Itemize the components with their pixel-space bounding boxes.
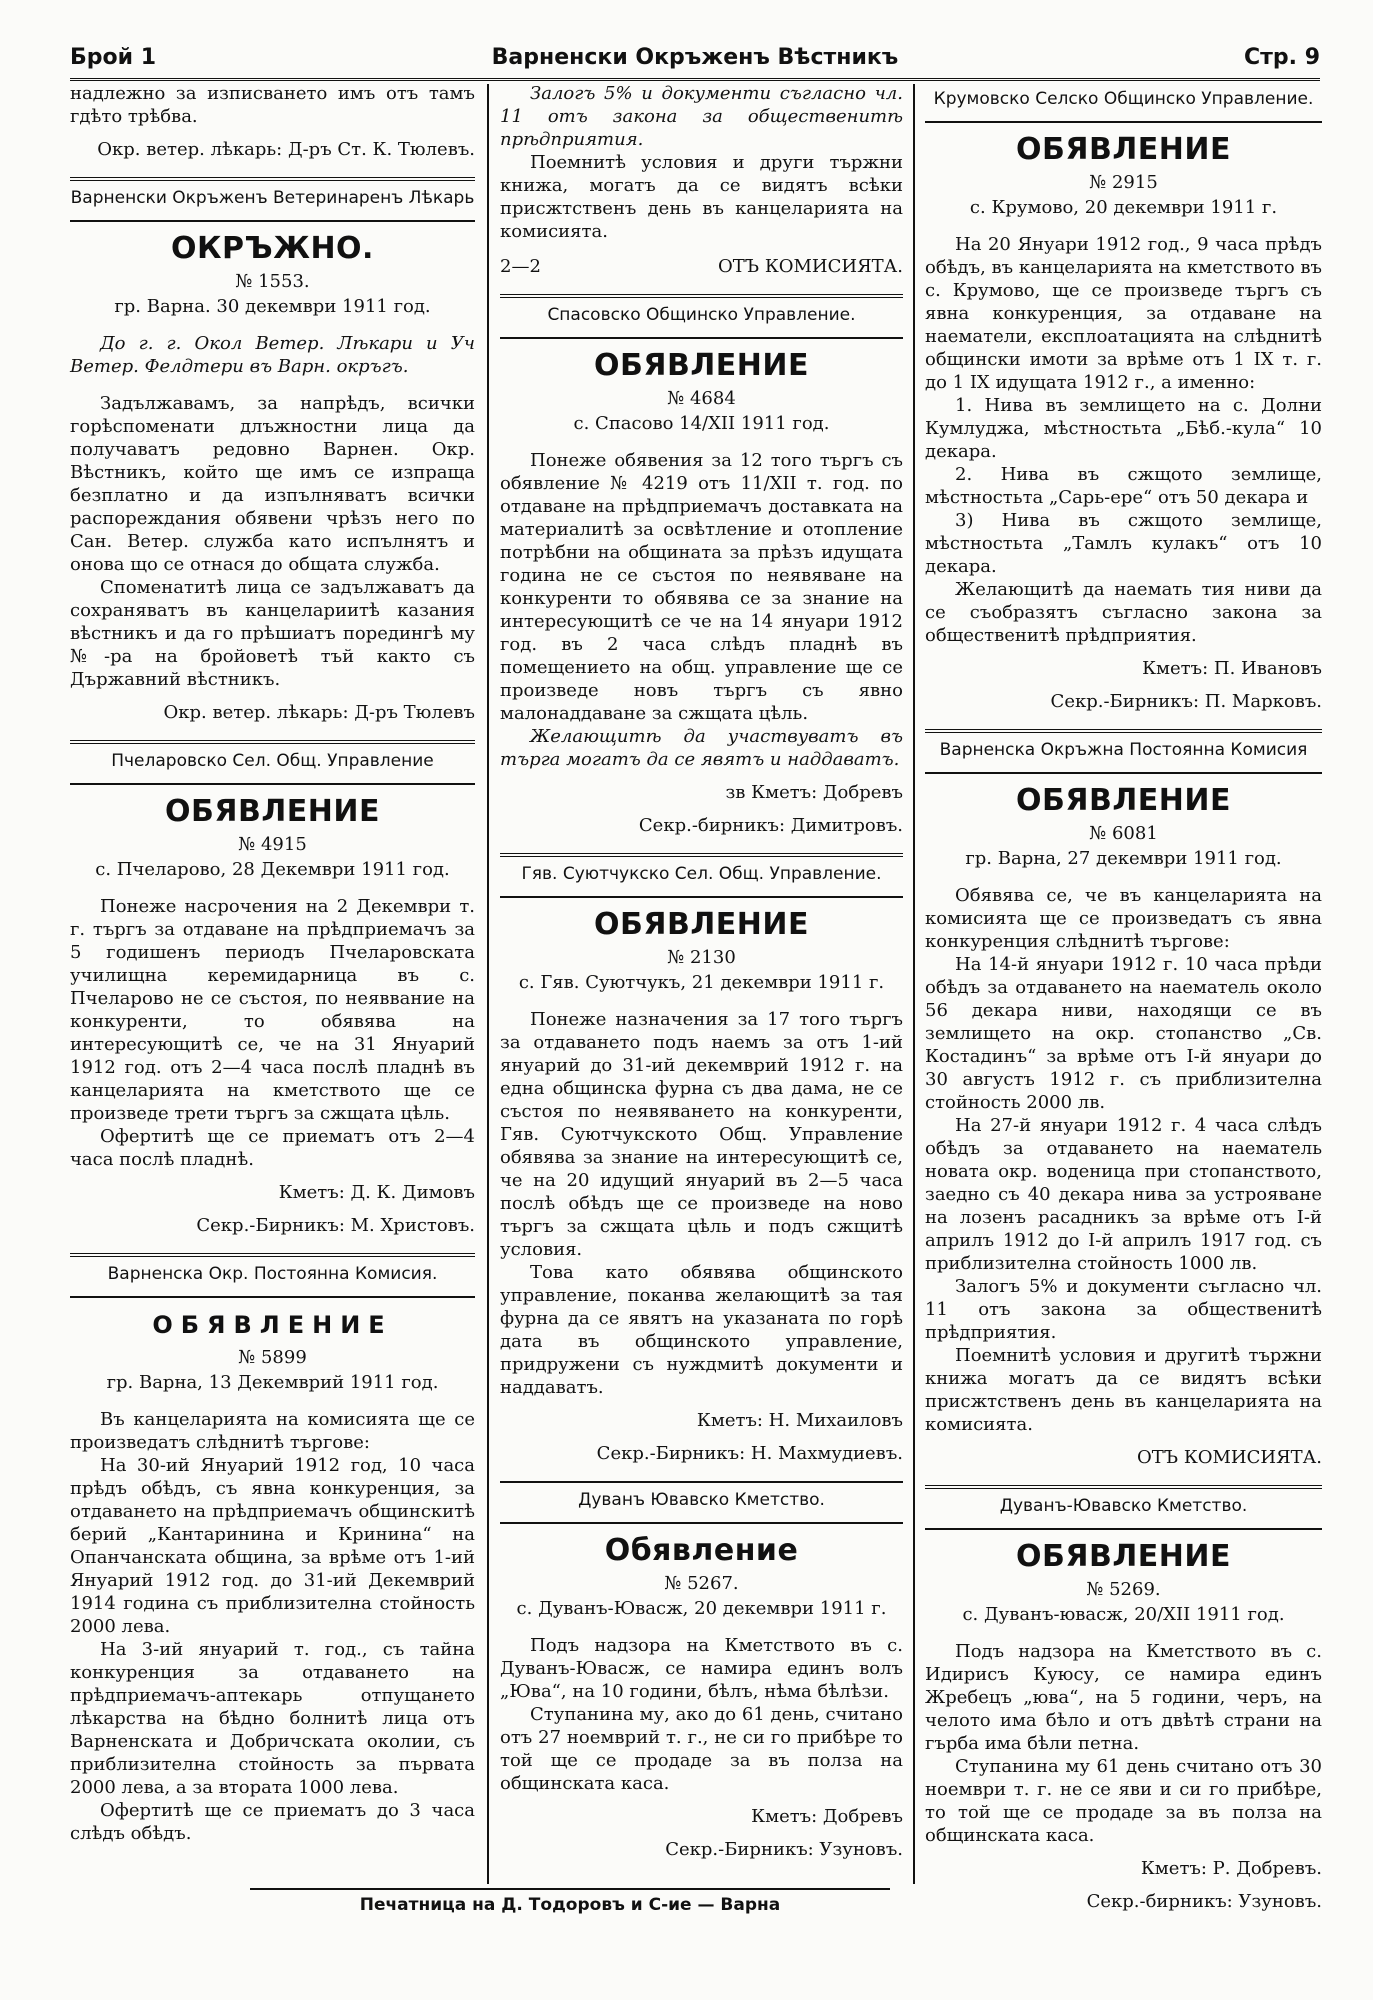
signature: Окр. ветер. лѣкарь: Д-ръ Тюлевъ bbox=[163, 702, 475, 723]
notice-title: ОБЯВЛЕНИЕ bbox=[1016, 783, 1231, 818]
notice-paragraph: На 30-ий Януарий 1912 год, 10 часа прѣдъ обѣдъ, съ явна конкуренция, за отдаването на прѣдприемачъ общинскитѣ берий „Кантаринина и Кринина“ на Опанчанската община, за врѣме отъ 1-ий Януарий 1912 год. до 31-ий Декемврий 1914 година съ приблизителна стойность 2000 лева. bbox=[70, 1455, 475, 1637]
notice-title: ОКРЪЖНО. bbox=[171, 231, 374, 266]
column-2 bbox=[500, 82, 903, 1890]
notice-paragraph: Споменатитѣ лица се задължаватъ да сохраняватъ въ канцелариитѣ казания вѣстникъ и да го прѣшиатъ поредингѣ му №-ра на бройоветѣ тъй както съ Държавний вѣстникъ. bbox=[70, 577, 475, 690]
notice-paragraph: На 20 Януари 1912 год., 9 часа прѣдъ обѣдъ, въ канцеларията на кметството въ с. Крумово, ще се произведе търгъ съ явна конкуренция, за отдаване на наематели, експлоатацията на слѣднитѣ общински имоти за врѣме отъ 1 IX т. г. до 1 IX идущата 1912 г., а именно: bbox=[925, 234, 1322, 393]
notice-department: Дуванъ Ювавско Кметство. bbox=[500, 1483, 903, 1524]
notice-paragraph: Подъ надзора на Кметството въ с. Дуванъ-Ювасж, се намира единъ волъ „Юва“, на 10 години, бѣлъ, нѣма бѣлѣзи. bbox=[500, 1635, 903, 1702]
continued-footer bbox=[500, 255, 903, 278]
notice-paragraph: Понеже обявения за 12 того търгъ съ обявление № 4219 отъ 11/XII т. год. по отдаване на прѣдприемачъ доставката на материалитѣ за освѣтление и отопление потрѣбни на общината за прѣзъ идущата година не се състоя по неявяване на конкуренти то обявява се за знание на интересующитѣ се че на 14 януари 1912 год. въ 2 часа слѣдъ пладнѣ въ помещението на общ. управление ще се произведе новъ търгъ съ явно малонаддаване за сжщата цѣль. bbox=[500, 450, 903, 724]
notice-place-date: с. Крумово, 20 декември 1911 г. bbox=[969, 197, 1278, 218]
notice-paragraph: Понеже назначения за 17 того търгъ за отдаването подъ наемъ за отъ 1-ий януарий до 31-ий декемврий 1912 г. на една общинска фурна съ два дама, не се състоя по неявяването на конкуренти, Гяв. Суютчукското Общ. Управление обявява за знание на интересующитѣ се, че на 20 идущий януарий въ 2—5 часа послѣ обѣдъ ще се произведе на ново търгъ за сжщата цѣль и подъ сжщитѣ условия. bbox=[500, 1009, 903, 1260]
notice-place-date: с. Спасово 14/XII 1911 год. bbox=[573, 413, 830, 434]
notice-place-date: гр. Варна. 30 декември 1911 год. bbox=[114, 296, 431, 317]
notice-title: ОБЯВЛЕНИЕ bbox=[1016, 132, 1231, 167]
notice-address: До г. г. Окол Ветер. Лѣкари и Уч Ветер. Фелдтери въ Варн. окръгъ. bbox=[70, 333, 475, 377]
notice-place-date: гр. Варна, 27 декември 1911 год. bbox=[965, 848, 1282, 869]
notice-paragraph: Желающитѣ да наемать тия ниви да се съобразятъ съгласно закона за общественитѣ прѣдприятия. bbox=[925, 579, 1322, 646]
notice-place-date: гр. Варна, 13 Декемврий 1911 год. bbox=[106, 1372, 439, 1393]
signature: Кметъ: Д. К. Димовъ bbox=[278, 1182, 475, 1203]
notice-paragraph: Поемнитѣ условия и другитѣ тържни книжа могатъ да се видятъ всѣки присжтственъ день въ канцеларията на комисията. bbox=[925, 1345, 1322, 1435]
signature: Секр.-Бирникъ: М. Христовъ. bbox=[196, 1215, 475, 1236]
signature: Секр.-бирникъ: Узуновъ. bbox=[1086, 1891, 1322, 1912]
notice-paragraph: Залогъ 5% и документи съгласно чл. 11 отъ закона за общественитѣ прѣдприятия. bbox=[925, 1276, 1322, 1343]
notice-number: № 1553. bbox=[235, 271, 310, 292]
signature: Кметъ: Добревъ bbox=[751, 1806, 903, 1827]
notice-paragraph: Ступанина му, ако до 61 день, считано отъ 27 ноемврий т. г., не си го прибѣре то той ще се продаде за въ полза на общинската каса. bbox=[500, 1704, 903, 1794]
notice-okrazhno-1553 bbox=[70, 181, 475, 724]
notice-department: Варненска Окръжна Постоянна Комисия bbox=[925, 733, 1322, 774]
notice-paragraph: 3) Нива въ сжщото землище, мѣстностьта „Тамлъ кулакъ“ отъ 10 декара. bbox=[925, 510, 1322, 577]
page-header bbox=[70, 42, 1320, 81]
notice-number: № 4915 bbox=[238, 834, 307, 855]
notice-paragraph: На 27-й януари 1912 г. 4 часа слѣдъ обѣдъ за отдаването на наематель новата окр. воденица при стопанството, заедно съ 40 декара нива за устрояване на лозенъ расадникъ за врѣме отъ I-й априлъ 1912 до I-й априлъ 1917 год. съ приблизителна стойность 1000 лв. bbox=[925, 1115, 1322, 1274]
notice-title: ОБЯВЛЕНИЕ bbox=[1016, 1539, 1231, 1574]
notice-title: ОБЯВЛЕНИЕ bbox=[594, 348, 809, 383]
signature: Секр.-Бирникъ: Узуновъ. bbox=[665, 1839, 903, 1860]
issue-number: Брой 1 bbox=[70, 45, 157, 70]
notice-title: Обявление bbox=[604, 1533, 799, 1568]
notice-2915 bbox=[925, 82, 1322, 713]
notice-paragraph: Понеже насрочения на 2 Декември т. г. търгъ за отдаване на прѣдприемачъ за 5 годишенъ периодъ Пчеларовската училищна керемидарница въ с. Пчеларово не се състоя, по неяввание на конкуренти, то обявява на интересующитѣ се, че на 31 Януарий 1912 год. отъ 2—4 часа послѣ пладнѣ въ канцеларията на кметството ще се произведе трети търгъ за сжщата цѣль. bbox=[70, 896, 475, 1124]
notice-department: Варненски Окръженъ Ветеринаренъ Лѣкарь bbox=[70, 181, 475, 222]
notice-4915 bbox=[70, 744, 475, 1237]
notice-paragraph: Задължавамъ, за напрѣдъ, всички горѣспоменати длъжностни лица да получаватъ редовно Варнен. Окр. Вѣстникъ, който ще имъ се изпраща безплатно и да изпълняватъ всички распореждания обявени чрѣзъ него по Сан. Ветер. служба като испълнятъ и онова що се отнася до общата служба. bbox=[70, 393, 475, 575]
signature: Окр. ветер. лѣкарь: Д-ръ Ст. К. Тюлевъ. bbox=[97, 139, 475, 160]
notice-place-date: с. Пчеларово, 28 Декември 1911 год. bbox=[95, 859, 450, 880]
notice-number: № 5267. bbox=[664, 1573, 739, 1594]
notice-department: Гяв. Суютчукско Сел. Общ. Управление. bbox=[500, 857, 903, 898]
signature: Секр.-Бирникъ: П. Марковъ. bbox=[1050, 691, 1322, 712]
notice-paragraph: На 14-й януари 1912 г. 10 часа прѣди обѣдъ за отдаването на наематель около 56 декара ниви, находящи се въ землището на окр. стопанство „Св. Костадинъ“ за врѣме отъ I-й януари до 30 августъ 1912 г. съ приблизителна стойность 2000 лв. bbox=[925, 954, 1322, 1113]
continued-text: Поемнитѣ условия и други тържни книжа, могатъ да се видятъ всѣки присжтственъ день въ канцеларията на комисията. bbox=[500, 152, 903, 242]
signature: Кметъ: Р. Добревъ. bbox=[1140, 1858, 1322, 1879]
notice-2130 bbox=[500, 857, 903, 1465]
notice-place-date: с. Дуванъ-Ювасж, 20 декември 1911 г. bbox=[516, 1598, 887, 1619]
column-divider-2 bbox=[913, 84, 915, 1884]
printer-imprint: Печатница на Д. Тодоровъ и С-ие — Варна bbox=[250, 1888, 890, 1917]
notice-paragraph: На 3-ий януарий т. год., съ тайна конкуренция за отдаването на прѣдприемачъ-аптекарь отпущането лѣкарства на бѣдно болнитѣ лица отъ Варненската и Добричската околии, съ приблизителна стойность за първата 2000 лева, а за втората 1000 лева. bbox=[70, 1639, 475, 1798]
notice-5899 bbox=[70, 1257, 475, 1845]
notice-paragraph: Подъ надзора на Кметството въ с. Идирисъ Куюсу, се намира единъ Жребецъ „юва“, на 5 години, черъ, на челото има бѣло и отъ двѣтѣ страни на гърба има бѣли петна. bbox=[925, 1641, 1322, 1754]
signature: Кметъ: П. Ивановъ bbox=[1142, 658, 1322, 679]
notice-department: Крумовско Селско Общинско Управление. bbox=[925, 82, 1322, 123]
notice-number: № 2130 bbox=[667, 947, 736, 968]
notice-paragraph: Ступанина му 61 день считано отъ 30 ноември т. г. не се яви и си го прибѣре, то той ще се продаде за въ полза на общинската каса. bbox=[925, 1756, 1322, 1846]
signature: ОТЪ КОМИСИЯТА. bbox=[718, 256, 903, 277]
notice-5269 bbox=[925, 1489, 1322, 1913]
signature: ОТЪ КОМИСИЯТА. bbox=[1137, 1447, 1322, 1468]
notice-title: ОБЯВЛЕНИЕ bbox=[594, 907, 809, 942]
notice-paragraph: Обявява се, че въ канцеларията на комисията ще се произведатъ съ явна конкуренция слѣднитѣ търгове: bbox=[925, 885, 1322, 952]
notice-paragraph: 2. Нива въ сжщото землище, мѣстностьта „Сарь-ере“ отъ 50 декара и bbox=[925, 464, 1322, 508]
column-divider-1 bbox=[487, 84, 489, 1884]
notice-department: Варненска Окр. Постоянна Комисия. bbox=[70, 1257, 475, 1298]
notice-5267 bbox=[500, 1483, 903, 1861]
signature: Секр.-бирникъ: Димитровъ. bbox=[638, 815, 903, 836]
notice-paragraph: Офертитѣ ще се приематъ отъ 2—4 часа послѣ пладнѣ. bbox=[70, 1126, 475, 1170]
notice-place-date: с. Гяв. Суютчукъ, 21 декември 1911 г. bbox=[518, 972, 885, 993]
page-number: Стр. 9 bbox=[1244, 45, 1320, 70]
signature: Секр.-Бирникъ: Н. Махмудиевъ. bbox=[596, 1443, 903, 1464]
notice-4684 bbox=[500, 298, 903, 837]
notice-department: Пчеларовско Сел. Общ. Управление bbox=[70, 744, 475, 785]
notice-department: Спасовско Общинско Управление. bbox=[500, 298, 903, 339]
notice-number: № 4684 bbox=[667, 388, 736, 409]
notice-paragraph: Въ канцеларията на комисията ще се произведатъ слѣднитѣ търгове: bbox=[70, 1409, 475, 1453]
signature: Кметъ: Н. Михаиловъ bbox=[696, 1410, 903, 1431]
column-1 bbox=[70, 82, 475, 1890]
notice-paragraph: 1. Нива въ землището на с. Долни Кумлуджа, мѣстностьта „Бѣб.-кула“ 10 декара. bbox=[925, 395, 1322, 462]
column-3 bbox=[925, 82, 1322, 1912]
notice-department: Дуванъ-Ювавско Кметство. bbox=[925, 1489, 1322, 1530]
notice-paragraph: Това като обявява общинското управление, поканва желающитѣ за тая фурна да се явятъ на указаната по горѣ дата въ общинското управление, придружени съ нуждмитѣ документи и наддаватъ. bbox=[500, 1262, 903, 1398]
notice-paragraph: Офертитѣ ще се приематъ до 3 часа слѣдъ обѣдъ. bbox=[70, 1800, 475, 1844]
notice-number: № 6081 bbox=[1089, 823, 1158, 844]
signature: зв Кметъ: Добревъ bbox=[725, 782, 903, 803]
notice-number: № 2915 bbox=[1089, 172, 1158, 193]
notice-place-date: с. Дуванъ-ювасж, 20/XII 1911 год. bbox=[962, 1604, 1285, 1625]
notice-paragraph: Желающитѣ да участвуватъ въ търга могатъ да се явятъ и наддаватъ. bbox=[500, 726, 903, 770]
notice-title: ОБЯВЛЕНИЕ bbox=[165, 794, 380, 829]
continued-text: Залогъ 5% и документи съгласно чл. 11 отъ закона за общественитѣ прѣдприятия. bbox=[500, 83, 903, 150]
term-count: 2—2 bbox=[500, 256, 541, 277]
newspaper-title: Варненски Окръженъ Вѣстникъ bbox=[491, 45, 899, 70]
notice-title: ОБЯВЛЕНИЕ bbox=[152, 1311, 393, 1339]
continued-text: надлежно за изписването имъ отъ тамъ гдѣто трѣбва. bbox=[70, 83, 475, 127]
notice-6081 bbox=[925, 733, 1322, 1469]
notice-number: № 5899 bbox=[238, 1347, 307, 1368]
notice-number: № 5269. bbox=[1086, 1579, 1161, 1600]
